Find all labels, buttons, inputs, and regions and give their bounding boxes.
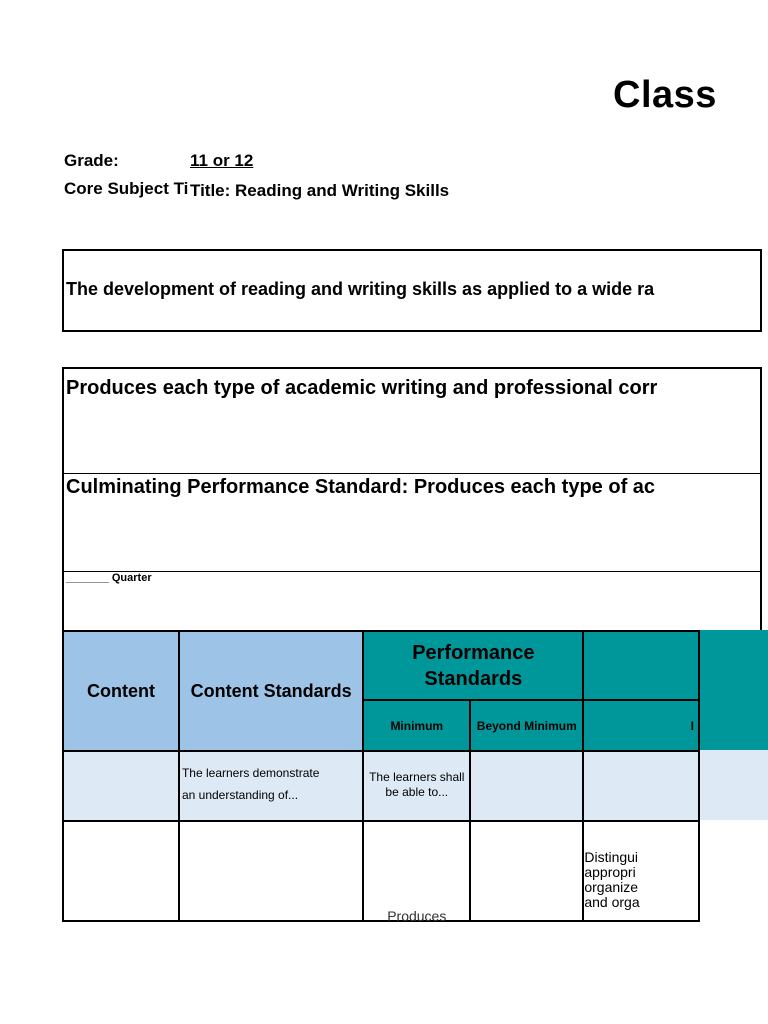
- divider: [64, 571, 760, 572]
- subject-label: Core Subject Ti: [64, 179, 189, 198]
- divider: [64, 473, 760, 474]
- header-beyond-minimum: Beyond Minimum: [470, 700, 583, 751]
- header-next-column: [583, 631, 699, 700]
- header-performance-standards: [363, 631, 583, 700]
- row1-min-line1: The learners shall: [369, 770, 465, 784]
- header-next-partial: I: [583, 700, 699, 751]
- grade-value: 11 or 12: [190, 151, 254, 170]
- light-row-overflow: [700, 750, 768, 820]
- table-header-row: [63, 631, 699, 700]
- table-row: [63, 751, 699, 821]
- row2-minimum: [363, 821, 470, 924]
- header-minimum: Minimum: [363, 700, 470, 751]
- row2-next-line3: organize: [584, 879, 639, 895]
- row1-minimum: [363, 751, 470, 821]
- description-text: The development of reading and writing skills as applied to a wide ra: [66, 279, 655, 299]
- description-box: [62, 249, 762, 332]
- row2-next-line2: appropri: [584, 864, 636, 880]
- row2-min-partial: Produces: [387, 908, 447, 924]
- row2-next-line1: Distingui: [584, 849, 639, 865]
- quarter-label: _______ Quarter: [66, 572, 152, 584]
- performance-standard-text: Produces each type of academic writing and professional corr: [66, 377, 658, 399]
- table-row: [63, 821, 699, 921]
- row1-cs-line1: The learners demonstrate: [181, 766, 320, 780]
- row1-next: [583, 751, 699, 821]
- culminating-standard-text: Culminating Performance Standard: Produces each type of ac: [66, 476, 656, 498]
- standards-box: [62, 367, 762, 631]
- row1-min-line2: be able to...: [385, 785, 449, 799]
- row2-beyond-minimum: [470, 821, 583, 921]
- teal-header-overflow: [700, 630, 768, 750]
- row1-content: [63, 751, 179, 821]
- page-title: Class: [613, 74, 717, 116]
- row2-content-standards: [179, 821, 363, 921]
- curriculum-table: [62, 630, 700, 922]
- row1-cs-line2: an understanding of...: [181, 788, 299, 802]
- header-performance-line2: Standards: [424, 667, 523, 690]
- row2-next-line4: and orga: [584, 894, 640, 910]
- header-content-standards: Content Standards: [179, 631, 363, 751]
- header-content: Content: [63, 631, 179, 751]
- row2-next: [583, 821, 699, 921]
- row2-content: [63, 821, 179, 921]
- row1-beyond-minimum: [470, 751, 583, 821]
- grade-label: Grade:: [64, 151, 119, 170]
- header-performance-line1: Performance: [412, 641, 535, 664]
- subject-value: Title: Reading and Writing Skills: [190, 181, 450, 200]
- row1-content-standards: [179, 751, 363, 821]
